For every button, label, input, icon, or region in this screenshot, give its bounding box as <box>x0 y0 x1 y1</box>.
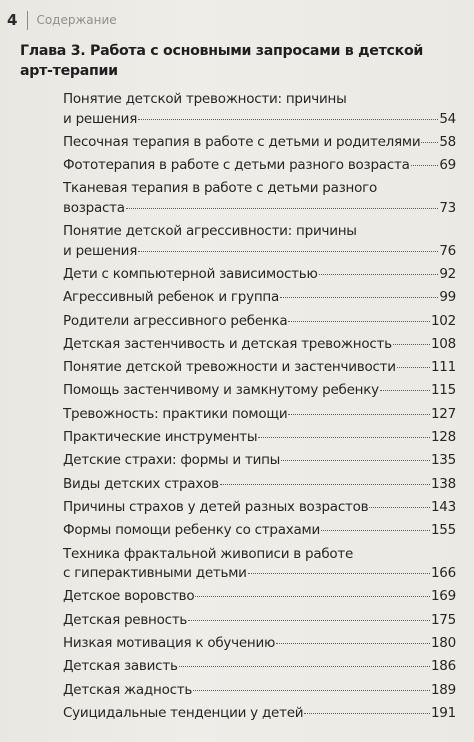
toc-entry-title: и решения <box>63 110 138 127</box>
toc-entry-title: с гиперактивными детьми <box>63 565 247 582</box>
toc-page-number: 108 <box>430 335 456 352</box>
toc-page-number: 99 <box>439 289 456 306</box>
toc-entry[interactable] <box>63 179 456 218</box>
toc-page-number: 128 <box>430 429 456 446</box>
toc-entry[interactable] <box>63 681 456 701</box>
toc-leader-dots <box>321 530 430 531</box>
toc-page-number: 73 <box>439 199 456 216</box>
toc-leader-dots <box>276 643 430 644</box>
toc-page-number: 155 <box>430 522 456 539</box>
running-title: Содержание <box>36 13 117 27</box>
toc-entry-last-line <box>63 133 456 153</box>
toc-leader-dots <box>126 208 439 209</box>
toc-entry-last-line <box>63 405 456 425</box>
toc-entry-last-line <box>63 110 456 130</box>
toc-page-number: 58 <box>439 133 456 150</box>
toc-page-number: 180 <box>430 634 456 651</box>
toc-page-number: 169 <box>430 588 456 605</box>
toc-entry-last-line <box>63 521 456 541</box>
toc-leader-dots <box>304 713 430 714</box>
toc-page-number: 135 <box>430 452 456 469</box>
toc-entry[interactable] <box>63 265 456 285</box>
toc-entry[interactable] <box>63 428 456 448</box>
toc-entry-title: Детская застенчивость и детская тревожность <box>63 335 392 352</box>
toc-entry-last-line <box>63 199 456 219</box>
toc-entry-title: Практические инструменты <box>63 429 258 446</box>
toc-entry-title: Суицидальные тенденции у детей <box>63 704 304 721</box>
toc-entry-last-line <box>63 564 456 584</box>
toc-entry[interactable] <box>63 222 456 261</box>
toc-entry-last-line <box>63 156 456 176</box>
toc-leader-dots <box>319 274 439 275</box>
toc-page-number: 166 <box>430 565 456 582</box>
toc-page-number: 102 <box>430 312 456 329</box>
toc-page-number: 189 <box>430 681 456 698</box>
toc-entry-last-line <box>63 428 456 448</box>
toc-entry[interactable] <box>63 133 456 153</box>
toc-leader-dots <box>220 484 430 485</box>
toc-entry-last-line <box>63 265 456 285</box>
toc-entry-title: Дети с компьютерной зависимостью <box>63 265 318 282</box>
toc-entry-title: Низкая мотивация к обучению <box>63 634 276 651</box>
toc-entry-last-line <box>63 451 456 471</box>
toc-entry[interactable] <box>63 451 456 471</box>
toc-entry[interactable] <box>63 521 456 541</box>
toc-leader-dots <box>393 344 430 345</box>
toc-entry-last-line <box>63 587 456 607</box>
toc-page-number: 175 <box>430 611 456 628</box>
toc-leader-dots <box>281 460 430 461</box>
toc-entry[interactable] <box>63 545 456 584</box>
toc-entry[interactable] <box>63 288 456 308</box>
toc-page-number: 127 <box>430 405 456 422</box>
toc-page-number: 143 <box>430 498 456 515</box>
toc-entry-last-line <box>63 312 456 332</box>
toc-entry[interactable] <box>63 704 456 724</box>
toc-leader-dots <box>193 690 430 691</box>
toc-leader-dots <box>248 573 430 574</box>
toc-entry-title: Детские страхи: формы и типы <box>63 452 281 469</box>
toc-entry-last-line <box>63 242 456 262</box>
toc-entry-last-line <box>63 475 456 495</box>
toc-entry-title: Тканевая терапия в работе с детьми разного <box>63 180 377 197</box>
toc-entry-last-line <box>63 704 456 724</box>
toc-entry-title: и решения <box>63 242 138 259</box>
table-of-contents <box>63 90 456 727</box>
toc-entry[interactable] <box>63 587 456 607</box>
toc-page-number: 54 <box>439 110 456 127</box>
toc-entry-last-line <box>63 335 456 355</box>
toc-entry-last-line <box>63 381 456 401</box>
toc-entry-last-line <box>63 634 456 654</box>
toc-entry-title: Агрессивный ребенок и группа <box>63 289 280 306</box>
toc-leader-dots <box>258 437 430 438</box>
toc-entry-title: Техника фрактальной живописи в работе <box>63 545 354 562</box>
toc-entry-title: Детское воровство <box>63 588 195 605</box>
toc-entry-last-line <box>63 657 456 677</box>
toc-entry-title: Детская зависть <box>63 658 178 675</box>
toc-entry-title: Формы помощи ребенку со страхами <box>63 522 320 539</box>
page-header <box>7 9 117 31</box>
toc-entry-title: Фототерапия в работе с детьми разного возраста <box>63 157 410 174</box>
toc-leader-dots <box>195 596 430 597</box>
toc-entry-last-line <box>63 498 456 518</box>
toc-entry[interactable] <box>63 405 456 425</box>
toc-entry[interactable] <box>63 611 456 631</box>
toc-entry[interactable] <box>63 475 456 495</box>
toc-entry[interactable] <box>63 312 456 332</box>
toc-entry-last-line <box>63 288 456 308</box>
toc-leader-dots <box>411 165 439 166</box>
toc-page-number: 92 <box>439 265 456 282</box>
toc-leader-dots <box>288 321 430 322</box>
toc-entry-title: Понятие детской тревожности: причины <box>63 91 347 107</box>
toc-page-number: 115 <box>430 382 456 399</box>
chapter-title <box>20 41 460 81</box>
chapter-title-line: Глава 3. Работа с основными запросами в детской <box>20 43 424 59</box>
toc-leader-dots <box>380 390 430 391</box>
toc-leader-dots <box>188 620 430 621</box>
toc-entry[interactable] <box>63 381 456 401</box>
toc-page-number: 76 <box>439 242 456 259</box>
toc-leader-dots <box>179 666 430 667</box>
toc-page-number: 186 <box>430 658 456 675</box>
toc-page-number: 69 <box>439 157 456 174</box>
toc-entry[interactable] <box>63 156 456 176</box>
toc-entry[interactable] <box>63 498 456 518</box>
toc-leader-dots <box>280 297 438 298</box>
toc-entry-last-line <box>63 358 456 378</box>
toc-entry-title: возраста <box>63 199 125 216</box>
toc-entry-title: Помощь застенчивому и замкнутому ребенку <box>63 382 379 399</box>
page-number: 4 <box>7 11 18 29</box>
toc-entry-title: Песочная терапия в работе с детьми и родителями <box>63 133 421 150</box>
toc-entry-title: Родители агрессивного ребенка <box>63 312 288 329</box>
toc-leader-dots <box>397 367 430 368</box>
toc-entry-title: Понятие детской агрессивности: причины <box>63 223 357 240</box>
toc-leader-dots <box>369 507 430 508</box>
toc-entry[interactable] <box>63 657 456 677</box>
toc-entry-title: Понятие детской тревожности и застенчивости <box>63 359 396 376</box>
toc-entry-title: Причины страхов у детей разных возрастов <box>63 498 369 515</box>
toc-entry-title: Тревожность: практики помощи <box>63 405 288 422</box>
toc-entry[interactable] <box>63 634 456 654</box>
toc-leader-dots <box>138 251 438 252</box>
toc-entry-title: Детская жадность <box>63 681 193 698</box>
toc-leader-dots <box>421 142 438 143</box>
chapter-title-line: арт-терапии <box>20 63 118 79</box>
toc-entry-title: Виды детских страхов <box>63 475 219 492</box>
toc-entry-last-line <box>63 611 456 631</box>
toc-page-number: 111 <box>430 359 456 376</box>
header-divider <box>27 11 28 30</box>
toc-entry[interactable] <box>63 335 456 355</box>
toc-entry[interactable] <box>63 358 456 378</box>
toc-entry-last-line <box>63 681 456 701</box>
toc-entry[interactable] <box>63 90 456 129</box>
toc-page-number: 191 <box>430 704 456 721</box>
toc-leader-dots <box>288 414 430 415</box>
toc-entry-title: Детская ревность <box>63 611 188 628</box>
toc-leader-dots <box>138 119 438 120</box>
toc-page-number: 138 <box>430 475 456 492</box>
